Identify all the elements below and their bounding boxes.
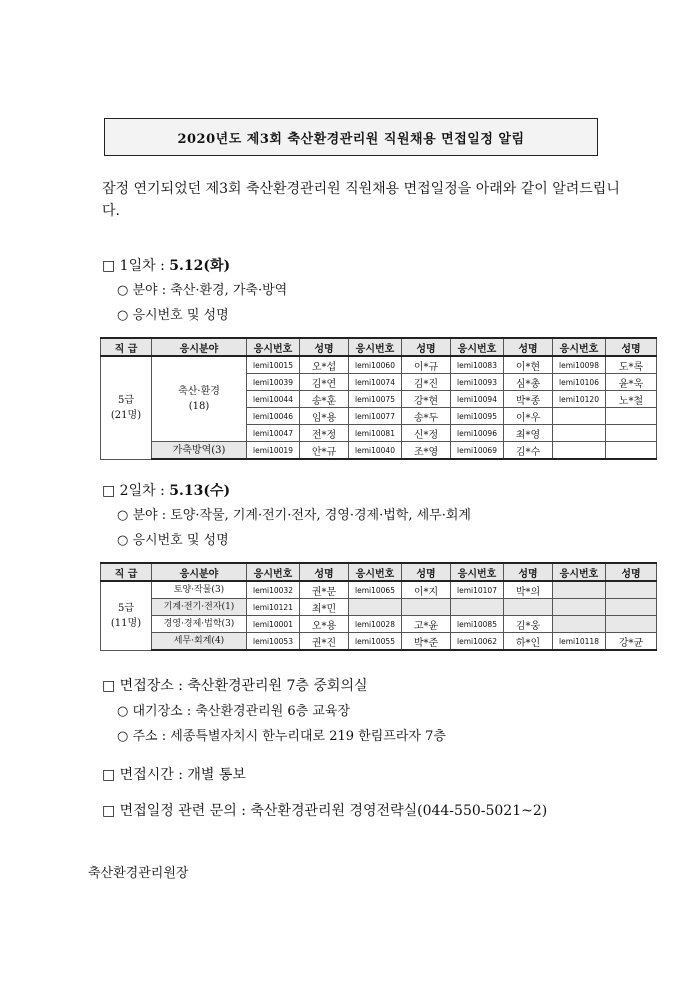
applicant-name: 이*우 xyxy=(504,408,553,425)
field-cell: 기계·전기·전자(1) xyxy=(152,599,247,616)
applicant-name: 최*민 xyxy=(300,599,349,616)
applicant-number: lemi10039 xyxy=(247,374,300,391)
column-header: 응시번호 xyxy=(349,338,402,356)
column-header: 직 급 xyxy=(101,338,152,356)
day2-field-line: ○ 분야 : 토양·작물, 기계·전기·전자, 경영·경제·법학, 세무·회계 xyxy=(117,508,471,523)
day2-schedule-table xyxy=(100,562,657,651)
field-cell: 경영·경제·법학(3) xyxy=(152,616,247,633)
applicant-number: lemi10044 xyxy=(247,391,300,408)
waiting-room-line: ○ 대기장소 : 축산환경관리원 6층 교육장 xyxy=(117,704,351,719)
applicant-number: lemi10095 xyxy=(451,408,504,425)
applicant-number xyxy=(451,599,504,616)
applicant-number: lemi10096 xyxy=(451,425,504,442)
day2-list-line: ○ 응시번호 및 성명 xyxy=(117,533,229,548)
table-row xyxy=(101,356,657,374)
table-row xyxy=(101,616,657,633)
applicant-number: lemi10069 xyxy=(451,442,504,460)
column-header: 성명 xyxy=(504,563,553,581)
table-header-row xyxy=(101,338,657,356)
signature: 축산환경관리원장 xyxy=(88,866,189,881)
column-header: 성명 xyxy=(300,338,349,356)
applicant-number: lemi10120 xyxy=(553,391,606,408)
table-row xyxy=(101,633,657,651)
applicant-name: 김*웅 xyxy=(504,616,553,633)
applicant-name xyxy=(606,442,657,460)
table-row xyxy=(101,599,657,616)
column-header: 응시번호 xyxy=(349,563,402,581)
applicant-number xyxy=(553,616,606,633)
applicant-name: 박*종 xyxy=(504,391,553,408)
applicant-number: lemi10083 xyxy=(451,356,504,374)
table-row xyxy=(101,442,657,460)
applicant-name: 윤*욱 xyxy=(606,374,657,391)
applicant-number: lemi10001 xyxy=(247,616,300,633)
applicant-number xyxy=(553,425,606,442)
applicant-name: 김*수 xyxy=(504,442,553,460)
applicant-name: 이*현 xyxy=(504,356,553,374)
time-line: □ 면접시간 : 개별 통보 xyxy=(102,767,246,783)
grade-label: 5급 xyxy=(117,602,135,614)
column-header: 응시번호 xyxy=(247,563,300,581)
applicant-number: lemi10065 xyxy=(349,581,402,599)
applicant-name: 권*문 xyxy=(300,581,349,599)
applicant-name: 심*총 xyxy=(504,374,553,391)
applicant-name: 최*영 xyxy=(504,425,553,442)
applicant-name: 전*정 xyxy=(300,425,349,442)
column-header: 응시번호 xyxy=(451,338,504,356)
applicant-number: lemi10106 xyxy=(553,374,606,391)
field-cell xyxy=(152,356,247,442)
applicant-number: lemi10047 xyxy=(247,425,300,442)
applicant-name: 강*균 xyxy=(606,633,657,651)
applicant-number xyxy=(553,581,606,599)
grade-cell xyxy=(101,356,152,459)
applicant-number xyxy=(553,408,606,425)
applicant-name: 도*록 xyxy=(606,356,657,374)
column-header: 성명 xyxy=(606,563,657,581)
field-cell: 가축방역(3) xyxy=(152,442,247,460)
applicant-number xyxy=(349,599,402,616)
venue-line: □ 면접장소 : 축산환경관리원 7층 중회의실 xyxy=(102,678,368,694)
column-header: 성명 xyxy=(606,338,657,356)
grade-cell xyxy=(101,581,152,650)
applicant-number xyxy=(553,442,606,460)
applicant-name xyxy=(606,616,657,633)
applicant-number: lemi10077 xyxy=(349,408,402,425)
column-header: 성명 xyxy=(402,338,451,356)
column-header: 응시번호 xyxy=(451,563,504,581)
table-row xyxy=(101,581,657,599)
applicant-number: lemi10040 xyxy=(349,442,402,460)
column-header: 성명 xyxy=(504,338,553,356)
applicant-name xyxy=(606,408,657,425)
applicant-number: lemi10075 xyxy=(349,391,402,408)
grade-count: (11명) xyxy=(110,617,142,629)
field-cell: 세무·회계(4) xyxy=(152,633,247,651)
applicant-name: 노*철 xyxy=(606,391,657,408)
column-header: 응시번호 xyxy=(247,338,300,356)
applicant-number: lemi10053 xyxy=(247,633,300,651)
applicant-number: lemi10062 xyxy=(451,633,504,651)
column-header: 직 급 xyxy=(101,563,152,581)
column-header: 응시분야 xyxy=(152,563,247,581)
applicant-number: lemi10085 xyxy=(451,616,504,633)
applicant-name: 안*규 xyxy=(300,442,349,460)
field-count: (18) xyxy=(188,401,210,412)
document-title: 2020년도 제3회 축산환경관리원 직원채용 면접일정 알림 xyxy=(104,118,598,156)
applicant-name: 이*지 xyxy=(402,581,451,599)
applicant-number: lemi10055 xyxy=(349,633,402,651)
applicant-name: 송*훈 xyxy=(300,391,349,408)
grade-count: (21명) xyxy=(110,409,142,421)
applicant-name: 하*인 xyxy=(504,633,553,651)
field-label: 축산·환경 xyxy=(178,386,220,397)
day1-date: 5.12(화) xyxy=(169,258,231,274)
applicant-number: lemi10074 xyxy=(349,374,402,391)
applicant-name xyxy=(606,599,657,616)
applicant-number: lemi10015 xyxy=(247,356,300,374)
applicant-name: 신*정 xyxy=(402,425,451,442)
applicant-number: lemi10028 xyxy=(349,616,402,633)
applicant-number: lemi10019 xyxy=(247,442,300,460)
applicant-number: lemi10098 xyxy=(553,356,606,374)
applicant-name: 강*현 xyxy=(402,391,451,408)
applicant-number: lemi10121 xyxy=(247,599,300,616)
day2-heading-prefix: □ 2일차 : xyxy=(102,483,170,499)
applicant-name: 임*용 xyxy=(300,408,349,425)
applicant-number: lemi10060 xyxy=(349,356,402,374)
applicant-name xyxy=(606,581,657,599)
table-header-row xyxy=(101,563,657,581)
applicant-number: lemi10093 xyxy=(451,374,504,391)
inquiry-line: □ 면접일정 관련 문의 : 축산환경관리원 경영전략실(044-550-5021~2) xyxy=(102,803,548,819)
day1-field-line: ○ 분야 : 축산·환경, 가축·방역 xyxy=(117,283,288,298)
applicant-number: lemi10094 xyxy=(451,391,504,408)
applicant-name xyxy=(606,425,657,442)
applicant-name: 오*용 xyxy=(300,616,349,633)
applicant-name: 김*진 xyxy=(402,374,451,391)
day1-heading xyxy=(102,256,230,276)
day1-schedule-table xyxy=(100,337,657,460)
applicant-name: 이*규 xyxy=(402,356,451,374)
applicant-name: 박*준 xyxy=(402,633,451,651)
field-cell: 토양·작물(3) xyxy=(152,581,247,599)
column-header: 응시분야 xyxy=(152,338,247,356)
day1-list-line: ○ 응시번호 및 성명 xyxy=(117,308,229,323)
applicant-number: lemi10046 xyxy=(247,408,300,425)
applicant-name xyxy=(504,599,553,616)
column-header: 응시번호 xyxy=(553,338,606,356)
column-header: 성명 xyxy=(300,563,349,581)
applicant-name: 오*섭 xyxy=(300,356,349,374)
applicant-name: 송*두 xyxy=(402,408,451,425)
column-header: 성명 xyxy=(402,563,451,581)
applicant-number: lemi10032 xyxy=(247,581,300,599)
applicant-name: 권*진 xyxy=(300,633,349,651)
applicant-name: 고*윤 xyxy=(402,616,451,633)
address-line: ○ 주소 : 세종특별자치시 한누리대로 219 한림프라자 7층 xyxy=(117,729,446,744)
intro-paragraph: 잠정 연기되었던 제3회 축산환경관리원 직원채용 면접일정을 아래와 같이 알려드립니다. xyxy=(102,181,620,219)
applicant-number: lemi10107 xyxy=(451,581,504,599)
day2-heading xyxy=(102,481,230,501)
applicant-name: 김*연 xyxy=(300,374,349,391)
applicant-number: lemi10081 xyxy=(349,425,402,442)
applicant-number xyxy=(553,599,606,616)
day1-heading-prefix: □ 1일차 : xyxy=(102,258,170,274)
applicant-name xyxy=(402,599,451,616)
applicant-name: 박*의 xyxy=(504,581,553,599)
applicant-number: lemi10118 xyxy=(553,633,606,651)
column-header: 응시번호 xyxy=(553,563,606,581)
applicant-name: 조*영 xyxy=(402,442,451,460)
day2-date: 5.13(수) xyxy=(169,483,231,499)
grade-label: 5급 xyxy=(117,394,135,406)
